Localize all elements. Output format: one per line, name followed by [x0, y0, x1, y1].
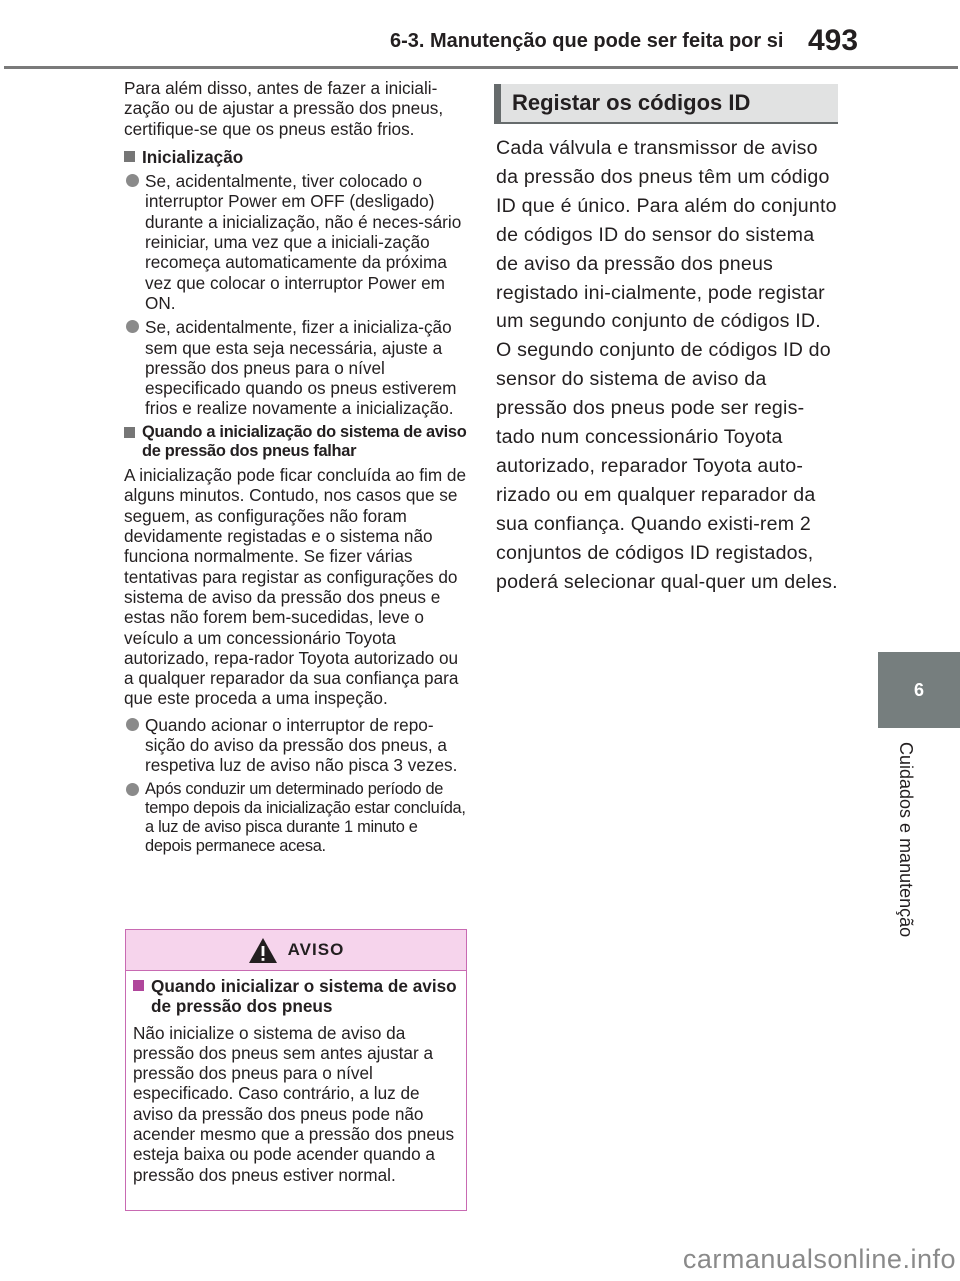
section-heading-initialization	[124, 147, 468, 167]
warning-body	[126, 971, 466, 1185]
header-divider	[4, 66, 958, 69]
warning-box	[125, 929, 467, 1211]
warning-header	[126, 930, 466, 971]
circle-bullet-icon	[126, 320, 139, 333]
chapter-tab[interactable]	[878, 652, 960, 728]
square-bullet-icon	[124, 427, 135, 438]
warning-subheading-text: Quando inicializar o sistema de aviso de pressão dos pneus	[151, 976, 457, 1017]
section-heading-text: Inicialização	[142, 146, 244, 167]
circle-bullet-icon	[126, 174, 139, 187]
section-title: 6-3. Manutenção que pode ser feita por si	[390, 30, 784, 52]
section-heading-text: Quando a inicialização do sistema de aviso de pressão dos pneus falhar	[142, 422, 467, 460]
list-item-text: Se, acidentalmente, tiver colocado o interruptor Power em OFF (desligado) durante a inicialização, não é neces-sário reiniciar, uma vez que a iniciali-zação recomeça automaticamente da próxima vez que colocar o interruptor Power em ON.	[145, 171, 462, 313]
list-item-text: Quando acionar o interruptor de repo-sição do aviso da pressão dos pneus, a respetiva luz de aviso não pisca 3 vezes.	[145, 714, 458, 776]
page-number: 493	[808, 24, 859, 57]
section-heading-failure	[124, 423, 468, 461]
left-column	[124, 78, 468, 860]
list-item	[124, 171, 468, 313]
warning-title: AVISO	[287, 940, 345, 959]
failure-paragraph: A inicialização pode ficar concluída ao fim de alguns minutos. Contudo, nos casos que se seguem, as configurações não foram devidamente registadas e o sistema não funciona normalmente. Se fizer várias tentativas para registar as configurações do sistema de aviso da pressão dos pneus e estas não forem bem-sucedidas, leve o veículo a um concessionário Toyota autorizado, repa-rador Toyota autorizado ou a qualquer reparador da sua confiança para que este proceda a uma inspeção.	[124, 465, 467, 709]
id-codes-heading: Registar os códigos ID	[494, 84, 838, 124]
warning-triangle-icon	[248, 937, 278, 964]
warning-subheading	[133, 976, 458, 1017]
list-item	[124, 715, 468, 776]
warning-text: Não inicialize o sistema de aviso da pressão dos pneus sem antes ajustar a pressão dos pneus para o nível especificado. Caso contrário, a luz de aviso da pressão dos pneus pode não acender mesmo que a pressão dos pneus esteja baixa ou pode acender quando a pressão dos pneus estiver normal.	[133, 1022, 455, 1185]
circle-bullet-icon	[126, 783, 139, 796]
intro-paragraph: Para além disso, antes de fazer a iniciali-zação ou de ajustar a pressão dos pneus, certifique-se que os pneus estão frios.	[124, 78, 444, 139]
list-item-text: Se, acidentalmente, fizer a inicializa-ção sem que esta seja necessária, ajuste a pressão dos pneus para o nível especificado quando os pneus estiverem frios e realize novamente a inicialização.	[145, 317, 457, 419]
square-bullet-icon	[133, 980, 144, 991]
chapter-number: 6	[913, 679, 924, 700]
square-bullet-icon	[124, 151, 135, 162]
id-codes-paragraph: Cada válvula e transmissor de aviso da pressão dos pneus têm um código ID que é único. Para além do conjunto de códigos ID do sensor do sistema de aviso da pressão dos pneus registado ini-cialmente, pode registar um segundo conjunto de códigos ID. O segundo conjunto de códigos ID do sensor do sistema de aviso da pressão dos pneus pode ser regis-tado num concessionário Toyota autorizado, reparador Toyota auto-rizado ou em qualquer reparador da sua confiança. Quando existi-rem 2 conjuntos de códigos ID registados, poderá selecionar qual-quer um deles.	[496, 137, 838, 593]
circle-bullet-icon	[126, 718, 139, 731]
right-column	[494, 84, 838, 597]
chapter-title: Cuidados e manutenção	[896, 742, 916, 938]
watermark-link[interactable]: carmanualsonline.info	[682, 1244, 956, 1274]
list-item-text: Após conduzir um determinado período de tempo depois da inicialização estar concluída, a luz de aviso pisca durante 1 minuto e depois permanece acesa.	[145, 779, 466, 856]
list-item	[124, 780, 468, 857]
list-item	[124, 317, 468, 418]
